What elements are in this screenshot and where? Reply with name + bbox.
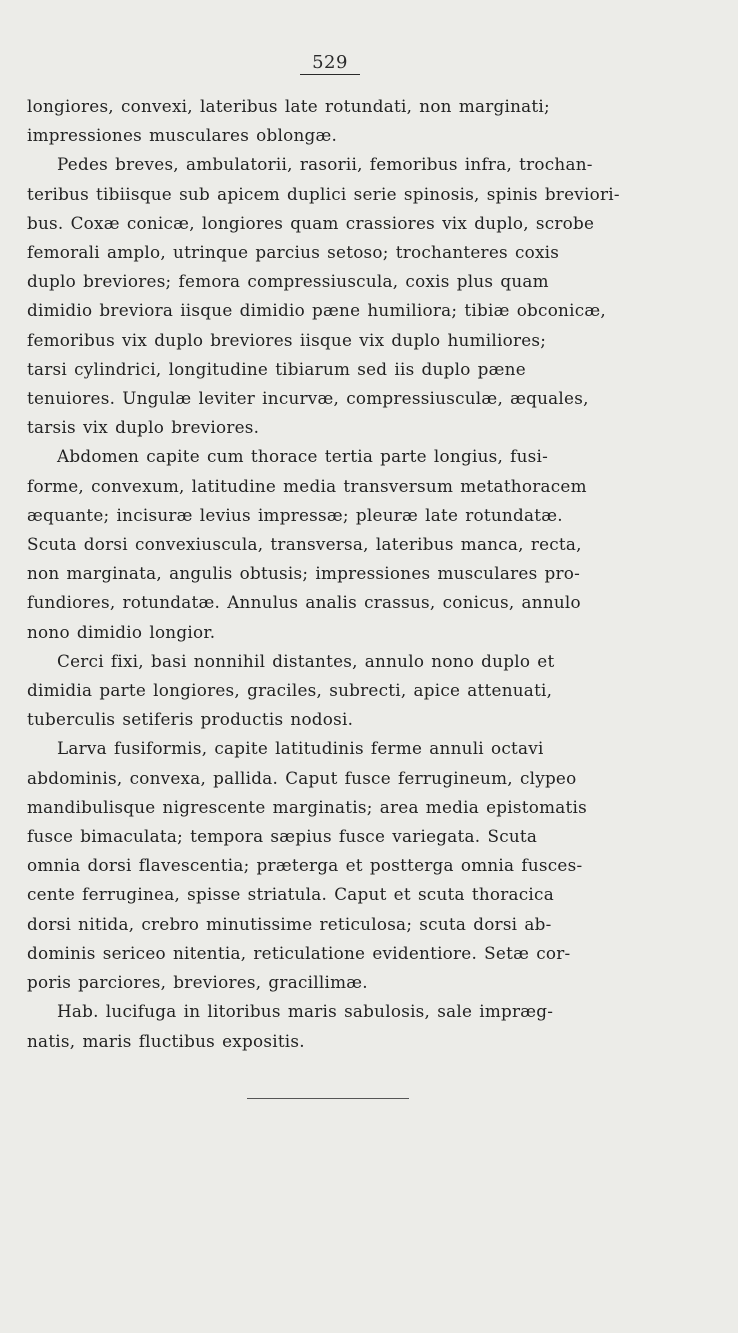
- text-line: tarsis vix duplo breviores.: [27, 417, 260, 438]
- closing-rule: [247, 1098, 409, 1099]
- text-line: poris parciores, breviores, gracillimæ.: [27, 972, 368, 993]
- text-line: femoribus vix duplo breviores iisque vix duplo humiliores;: [27, 329, 547, 350]
- text-line: longiores, convexi, lateribus late rotundati, non marginati;: [27, 96, 550, 116]
- text-line: fundiores, rotundatæ. Annulus analis crassus, conicus, annulo: [27, 592, 581, 613]
- text-line: æquante; incisuræ levius impressæ; pleuræ late rotundatæ.: [27, 504, 563, 525]
- text-line: tuberculis setiferis productis nodosi.: [27, 709, 354, 730]
- paragraph-start-cerci: Cerci fixi, basi nonnihil distantes, annulo nono duplo et: [57, 650, 555, 671]
- paragraph-start-abdomen: Abdomen capite cum thorace tertia parte longius, fusi-: [57, 446, 549, 467]
- text-line: tarsi cylindrici, longitudine tibiarum sed iis duplo pæne: [27, 358, 526, 379]
- text-line: forme, convexum, latitudine media transversum metathoracem: [27, 475, 587, 496]
- text-line: cente ferruginea, spisse striatula. Caput et scuta thoracica: [27, 884, 554, 905]
- text-line: omnia dorsi flavescentia; præterga et postterga omnia fusces-: [27, 855, 583, 876]
- text-line: dimidio breviora iisque dimidio pæne humiliora; tibiæ obconicæ,: [27, 300, 606, 321]
- paragraph-start-habitat: Hab. lucifuga in litoribus maris sabulosis, sale impræg-: [57, 1001, 554, 1022]
- text-line: mandibulisque nigrescente marginatis; area media epistomatis: [27, 796, 587, 817]
- text-line: bus. Coxæ conicæ, longiores quam crassiores vix duplo, scrobe: [27, 212, 595, 233]
- text-line: Scuta dorsi convexiuscula, transversa, lateribus manca, recta,: [27, 534, 582, 555]
- text-line: dimidia parte longiores, graciles, subrecti, apice attenuati,: [27, 680, 553, 701]
- paragraph-start-pedes: Pedes breves, ambulatorii, rasorii, femoribus infra, trochan-: [57, 154, 593, 175]
- text-line: abdominis, convexa, pallida. Caput fusce ferrugineum, clypeo: [27, 767, 577, 788]
- text-line: nono dimidio longior.: [27, 621, 216, 642]
- text-line: femorali amplo, utrinque parcius setoso; trochanteres coxis: [27, 242, 560, 263]
- text-line: teribus tibiisque sub apicem duplici serie spinosis, spinis breviori-: [27, 183, 620, 204]
- text-line: duplo breviores; femora compressiuscula, coxis plus quam: [27, 271, 549, 292]
- text-line: non marginata, angulis obtusis; impressiones musculares pro-: [27, 563, 581, 584]
- text-line: natis, maris fluctibus expositis.: [27, 1030, 305, 1051]
- page-number-underline: [300, 74, 360, 75]
- text-line: tenuiores. Ungulæ leviter incurvæ, compressiusculæ, æquales,: [27, 388, 589, 409]
- text-line: fusce bimaculata; tempora sæpius fusce variegata. Scuta: [27, 826, 538, 847]
- body-text: [27, 92, 713, 1056]
- paragraph-start-larva: Larva fusiformis, capite latitudinis ferme annuli octavi: [57, 738, 544, 759]
- text-line: dorsi nitida, crebro minutissime reticulosa; scuta dorsi ab-: [27, 913, 552, 934]
- page-number: 529: [312, 52, 348, 73]
- text-line: dominis sericeo nitentia, reticulatione evidentiore. Setæ cor-: [27, 942, 571, 963]
- text-line: impressiones musculares oblongæ.: [27, 125, 338, 146]
